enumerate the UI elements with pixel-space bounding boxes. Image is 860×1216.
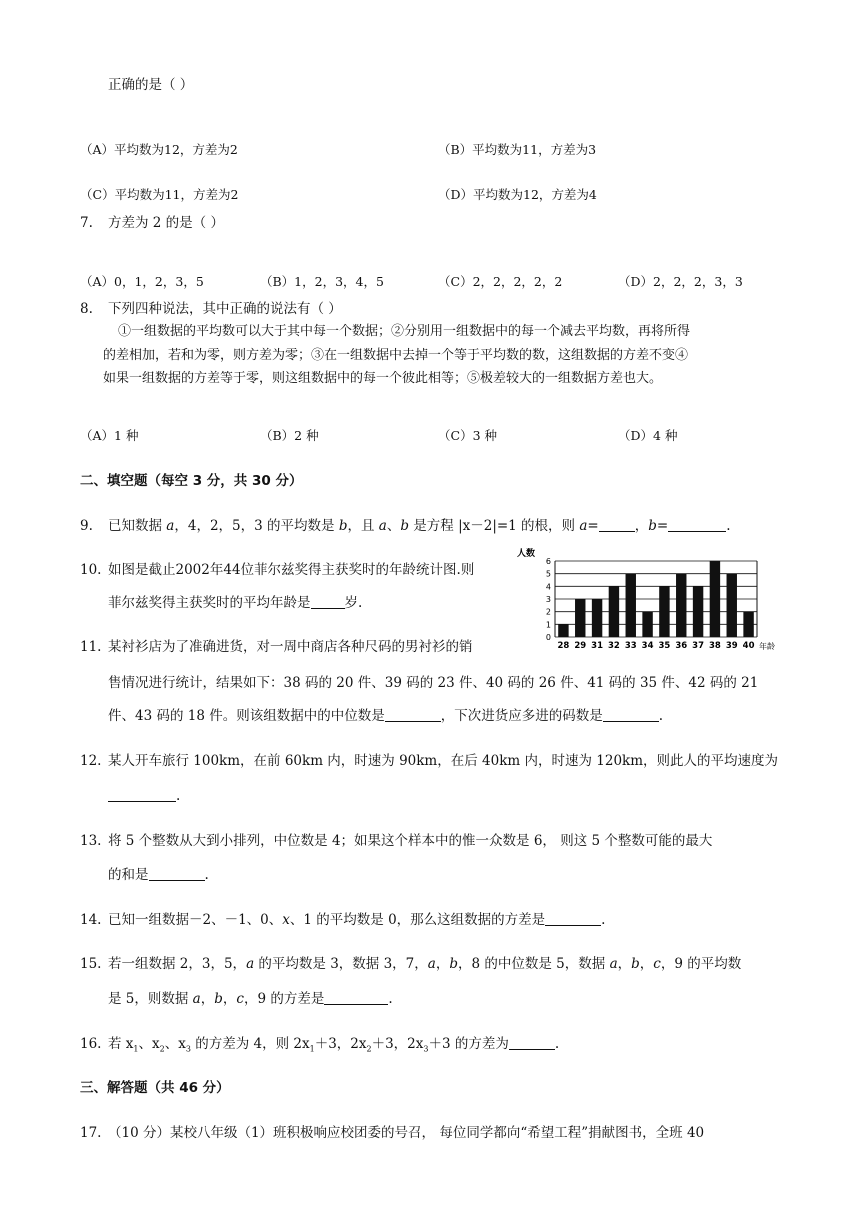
q8-option-d: （D）4 种 — [618, 428, 678, 443]
q6-option-b: （B）平均数为11，方差为3 — [438, 142, 597, 157]
chart-bar — [727, 574, 737, 637]
q13-number: 13. — [80, 833, 102, 849]
chart-y-tick-label: 4 — [545, 582, 551, 592]
q15-number: 15. — [80, 956, 102, 972]
chart-xlabel: 年龄 — [759, 642, 775, 651]
q6-option-a: （A）平均数为12，方差为2 — [80, 142, 238, 157]
q9-answer-blank-b[interactable] — [668, 517, 726, 532]
chart-bar — [743, 612, 753, 637]
chart-x-tick-label: 35 — [658, 641, 671, 651]
chart-x-tick-label: 28 — [557, 641, 570, 651]
q16-answer-blank[interactable] — [509, 1035, 555, 1050]
q10-answer-blank[interactable] — [311, 594, 345, 609]
q12-answer-blank[interactable] — [108, 787, 176, 802]
chart-y-tick-label: 6 — [545, 557, 551, 566]
q10-number: 10. — [80, 562, 102, 578]
chart-bar — [626, 574, 636, 637]
q16-text: 若 $x_1$、$x_2$、$x_3$ 的方差为 4，则 $2x_1+3$，$2x_2+3$，$2x_3+3$ 的方差为 . — [108, 1036, 560, 1054]
chart-x-tick-label: 32 — [607, 641, 620, 651]
q15-answer-blank[interactable] — [324, 990, 388, 1005]
chart-x-ticks — [557, 641, 754, 651]
q6-stem-tail: 正确的是（ ） — [108, 77, 194, 93]
q14-answer-blank[interactable] — [545, 911, 601, 926]
chart-x-tick-label: 37 — [692, 641, 705, 651]
q15-line-1: 若一组数据 2，3，5，a 的平均数是 3，数据 3，7，a，b，8 的中位数是 5，数据 a，b，c，9 的平均数 — [108, 956, 742, 972]
chart-bar — [575, 599, 585, 637]
q7-option-c: （C）2，2，2，2，2 — [438, 274, 563, 289]
q8-number: 8. — [80, 301, 93, 317]
q13-line-2: 的和是 . — [108, 867, 209, 883]
chart-bar — [642, 612, 652, 637]
q11-size-blank[interactable] — [603, 707, 659, 722]
q7-option-d: （D）2，2，2，3，3 — [618, 274, 743, 289]
q15-line-2: 是 5，则数据 a，b，c，9 的方差是 . — [108, 991, 393, 1007]
chart-bar — [558, 624, 568, 637]
q14-number: 14. — [80, 912, 102, 928]
q17-text: （10 分）某校八年级（1）班积极响应校团委的号召， 每位同学都向“希望工程”捐献图书，全班 40 — [108, 1125, 705, 1141]
q9-number: 9. — [80, 518, 93, 534]
q6-option-c: （C）平均数为11，方差为2 — [80, 187, 239, 202]
chart-y-tick-label: 1 — [545, 620, 551, 630]
chart-bar — [609, 586, 619, 637]
q8-body-line-1: ①一组数据的平均数可以大于其中每一个数据；②分别用一组数据中的每一个减去平均数，再将所得 — [118, 324, 691, 339]
chart-y-tick-label: 3 — [545, 595, 551, 604]
q7-text: 方差为 2 的是（ ） — [108, 215, 224, 231]
chart-x-tick-label: 39 — [725, 641, 738, 651]
chart-y-ticks — [546, 557, 551, 642]
chart-x-tick-label: 40 — [742, 641, 755, 651]
q8-body-line-3: 如果一组数据的方差等于零，则这组数据中的每一个彼此相等；⑤极差较大的一组数据方差也大。 — [103, 371, 663, 386]
q12-number: 12. — [80, 753, 102, 769]
q11-line-3: 件、43 码的 18 件。则该组数据中的中位数是 ，下次进货应多进的码数是 . — [108, 708, 664, 724]
q7-number: 7. — [80, 215, 93, 231]
chart-y-tick-label: 0 — [545, 633, 551, 642]
chart-x-tick-label: 33 — [624, 641, 637, 651]
q16-number: 16. — [80, 1036, 102, 1052]
q6-option-d: （D）平均数为12，方差为4 — [438, 187, 597, 202]
q11-number: 11. — [80, 639, 102, 655]
q7-option-a: （A）0，1，2，3，5 — [80, 274, 204, 289]
q8-text: 下列四种说法，其中正确的说法有（ ） — [108, 301, 342, 317]
q11-line-1: 某衬衫店为了准确进货，对一周中商店各种尺码的男衬衫的销 — [108, 639, 473, 655]
q8-option-a: （A）1 种 — [80, 428, 139, 443]
age-bar-chart — [515, 545, 790, 655]
section-3-title: 三、解答题（共 46 分） — [80, 1080, 230, 1096]
q12-line-2: . — [108, 787, 180, 805]
chart-x-tick-label: 29 — [574, 641, 587, 651]
q11-line-2: 售情况进行统计，结果如下：38 码的 20 件、39 码的 23 件、40 码的 26 件、41 码的 35 件、42 码的 21 — [108, 675, 759, 691]
section-2-title: 二、填空题（每空 3 分，共 30 分） — [80, 473, 303, 489]
chart-bar — [693, 586, 703, 637]
q8-option-c: （C）3 种 — [438, 428, 497, 443]
q8-option-b: （B）2 种 — [260, 428, 319, 443]
q12-line-1: 某人开车旅行 100km，在前 60km 内，时速为 90km，在后 40km 内，时速为 120km，则此人的平均速度为 — [108, 753, 779, 769]
q11-median-blank[interactable] — [385, 707, 441, 722]
chart-x-tick-label: 31 — [591, 641, 604, 651]
q10-line-2: 菲尔兹奖得主获奖时的平均年龄是 岁. — [108, 595, 363, 611]
chart-bar — [710, 561, 720, 637]
q14-text: 已知一组数据－2、－1、0、x、1 的平均数是 0，那么这组数据的方差是 . — [108, 912, 606, 928]
q10-line-1: 如图是截止2002年44位菲尔兹奖得主获奖时的年龄统计图.则 — [108, 562, 475, 578]
chart-x-tick-label: 36 — [675, 641, 688, 651]
q13-line-1: 将 5 个整数从大到小排列，中位数是 4；如果这个样本中的惟一众数是 6， 则这 5 个整数可能的最大 — [108, 833, 713, 849]
chart-bar — [659, 586, 669, 637]
chart-bar — [592, 599, 602, 637]
chart-y-tick-label: 5 — [545, 569, 551, 579]
chart-x-tick-label: 34 — [641, 641, 654, 651]
q9-text: 已知数据 a，4，2，5，3 的平均数是 b，且 a、b 是方程 |x－2|=1 的根，则 a= ，b= . — [108, 518, 731, 534]
q8-body-line-2: 的差相加，若和为零，则方差为零；③在一组数据中去掉一个等于平均数的数，这组数据的方差不变④ — [103, 348, 689, 363]
chart-y-tick-label: 2 — [545, 607, 551, 617]
chart-ylabel: 人数 — [517, 549, 536, 559]
chart-x-tick-label: 38 — [708, 641, 721, 651]
chart-bar — [676, 574, 686, 637]
q9-answer-blank-a[interactable] — [599, 517, 635, 532]
q17-number: 17. — [80, 1125, 102, 1141]
q7-option-b: （B）1，2，3，4，5 — [260, 274, 384, 289]
q13-answer-blank[interactable] — [149, 866, 205, 881]
